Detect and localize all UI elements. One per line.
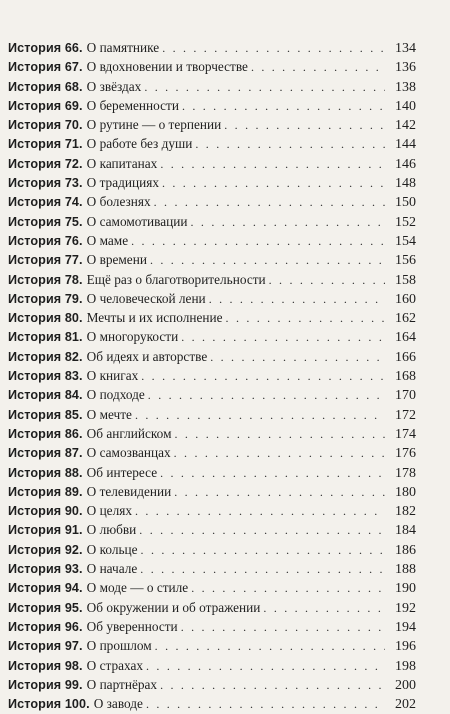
page-number: 184 bbox=[395, 523, 416, 539]
story-number-label: История 98. bbox=[8, 658, 83, 673]
story-title: О моде — о стиле bbox=[86, 580, 189, 596]
story-number-label: История 97. bbox=[8, 639, 83, 654]
toc-entry bbox=[8, 77, 416, 96]
story-number-label: История 67. bbox=[8, 60, 83, 75]
story-title: О телевидении bbox=[86, 483, 172, 499]
dot-leader bbox=[269, 271, 385, 290]
page-number: 134 bbox=[395, 41, 416, 56]
toc-entry bbox=[8, 212, 416, 231]
story-title: О партнёрах bbox=[86, 676, 158, 692]
story-number-label: История 79. bbox=[8, 291, 83, 306]
story-title: Об окружении и об отражении bbox=[86, 599, 261, 615]
dot-leader bbox=[135, 406, 385, 425]
page-number: 148 bbox=[395, 176, 416, 192]
dot-leader bbox=[155, 637, 385, 656]
toc-entry bbox=[8, 578, 416, 597]
page-number: 154 bbox=[395, 233, 416, 249]
dot-leader bbox=[210, 348, 385, 367]
page-number: 150 bbox=[395, 195, 416, 211]
page-number: 156 bbox=[395, 253, 416, 269]
story-title: О беременности bbox=[86, 97, 179, 113]
story-number-label: История 78. bbox=[8, 272, 83, 287]
story-title: О целях bbox=[86, 503, 132, 519]
toc-entry bbox=[8, 598, 416, 617]
dot-leader bbox=[146, 657, 385, 676]
dot-leader bbox=[141, 367, 385, 386]
page-number: 194 bbox=[395, 619, 416, 635]
page-number: 188 bbox=[395, 562, 416, 578]
story-number-label: История 93. bbox=[8, 562, 83, 577]
toc-entry bbox=[8, 192, 416, 211]
toc-entry bbox=[8, 366, 416, 385]
dot-leader bbox=[181, 328, 385, 347]
page-number: 168 bbox=[395, 369, 416, 385]
dot-leader bbox=[174, 483, 385, 502]
toc-entry bbox=[8, 250, 416, 269]
story-title: О болезнях bbox=[86, 194, 151, 210]
dot-leader bbox=[175, 425, 386, 444]
story-number-label: История 94. bbox=[8, 581, 83, 596]
page-number: 202 bbox=[395, 697, 416, 713]
dot-leader bbox=[251, 58, 385, 77]
toc-entry bbox=[8, 270, 416, 289]
story-number-label: История 95. bbox=[8, 600, 83, 615]
story-number-label: История 71. bbox=[8, 137, 83, 152]
dot-leader bbox=[263, 599, 385, 618]
story-number-label: История 72. bbox=[8, 156, 83, 171]
dot-leader bbox=[135, 502, 385, 521]
story-title: О книгах bbox=[86, 368, 139, 384]
toc-entry bbox=[8, 134, 416, 153]
page-number: 182 bbox=[395, 504, 416, 520]
toc-entry bbox=[8, 308, 416, 327]
story-number-label: История 69. bbox=[8, 98, 83, 113]
page-number: 136 bbox=[395, 60, 416, 76]
story-number-label: История 80. bbox=[8, 311, 83, 326]
dot-leader bbox=[150, 251, 385, 270]
toc-entry bbox=[8, 327, 416, 346]
story-title: О подходе bbox=[86, 387, 145, 403]
story-title: О капитанах bbox=[86, 155, 158, 171]
page-number: 142 bbox=[395, 118, 416, 134]
story-number-label: История 89. bbox=[8, 484, 83, 499]
dot-leader bbox=[226, 309, 385, 328]
story-number-label: История 87. bbox=[8, 446, 83, 461]
dot-leader bbox=[224, 116, 385, 135]
page-number: 200 bbox=[395, 677, 416, 693]
toc-entry bbox=[8, 675, 416, 694]
story-number-label: История 77. bbox=[8, 253, 83, 268]
toc-entry bbox=[8, 559, 416, 578]
story-title: О работе без души bbox=[86, 136, 193, 152]
page-number: 152 bbox=[395, 214, 416, 230]
dot-leader bbox=[146, 695, 385, 714]
story-number-label: История 83. bbox=[8, 369, 83, 384]
toc-entry bbox=[8, 289, 416, 308]
page-number: 166 bbox=[395, 349, 416, 365]
toc-entry bbox=[8, 115, 416, 134]
story-title: О начале bbox=[86, 561, 138, 577]
page-number: 174 bbox=[395, 426, 416, 442]
story-title: Об уверенности bbox=[86, 618, 178, 634]
story-title: Об интересе bbox=[86, 464, 158, 480]
page-number: 178 bbox=[395, 465, 416, 481]
dot-leader bbox=[160, 155, 385, 174]
story-title: Ещё раз о благотворительности bbox=[86, 271, 266, 287]
toc-entry bbox=[8, 385, 416, 404]
page-number: 144 bbox=[395, 137, 416, 153]
page-number: 138 bbox=[395, 79, 416, 95]
story-number-label: История 66. bbox=[8, 41, 83, 55]
story-title: О памятнике bbox=[86, 40, 160, 55]
toc-entry bbox=[8, 617, 416, 636]
story-number-label: История 81. bbox=[8, 330, 83, 345]
page-number: 140 bbox=[395, 98, 416, 114]
story-number-label: История 96. bbox=[8, 619, 83, 634]
page-number: 170 bbox=[395, 388, 416, 404]
story-title: О звёздах bbox=[86, 78, 142, 94]
story-title: Об идеях и авторстве bbox=[86, 348, 208, 364]
toc-entry bbox=[8, 38, 416, 57]
story-title: О кольце bbox=[86, 541, 138, 557]
story-title: О человеческой лени bbox=[86, 290, 206, 306]
story-number-label: История 100. bbox=[8, 697, 90, 712]
dot-leader bbox=[141, 541, 385, 560]
story-title: О любви bbox=[86, 522, 137, 538]
story-number-label: История 90. bbox=[8, 504, 83, 519]
story-number-label: История 88. bbox=[8, 465, 83, 480]
page-number: 164 bbox=[395, 330, 416, 346]
page-number: 198 bbox=[395, 658, 416, 674]
story-number-label: История 75. bbox=[8, 214, 83, 229]
page-number: 158 bbox=[395, 272, 416, 288]
dot-leader bbox=[139, 521, 385, 540]
dot-leader bbox=[195, 135, 385, 154]
toc-entry bbox=[8, 482, 416, 501]
dot-leader bbox=[144, 78, 385, 97]
dot-leader bbox=[160, 676, 385, 695]
story-title: О традициях bbox=[86, 175, 159, 191]
page-number: 180 bbox=[395, 484, 416, 500]
page-number: 196 bbox=[395, 639, 416, 655]
toc-entry bbox=[8, 540, 416, 559]
story-title: О времени bbox=[86, 252, 147, 268]
dot-leader bbox=[154, 193, 385, 212]
page-number: 160 bbox=[395, 291, 416, 307]
toc-entry bbox=[8, 405, 416, 424]
toc-entry bbox=[8, 96, 416, 115]
story-number-label: История 82. bbox=[8, 349, 83, 364]
toc-entry bbox=[8, 231, 416, 250]
page-number: 186 bbox=[395, 542, 416, 558]
story-title: Мечты и их исполнение bbox=[86, 310, 223, 326]
dot-leader bbox=[131, 232, 385, 251]
story-title: О заводе bbox=[93, 696, 143, 712]
story-title: О вдохновении и творчестве bbox=[86, 59, 248, 75]
story-number-label: История 73. bbox=[8, 176, 83, 191]
dot-leader bbox=[140, 560, 385, 579]
story-number-label: История 99. bbox=[8, 677, 83, 692]
dot-leader bbox=[182, 97, 385, 116]
toc-entry bbox=[8, 463, 416, 482]
story-title: О многорукости bbox=[86, 329, 179, 345]
story-title: О рутине — о терпении bbox=[86, 117, 222, 133]
toc-entry bbox=[8, 154, 416, 173]
toc-entry bbox=[8, 520, 416, 539]
story-number-label: История 85. bbox=[8, 407, 83, 422]
toc-entry bbox=[8, 347, 416, 366]
dot-leader bbox=[181, 618, 385, 637]
page-number: 190 bbox=[395, 581, 416, 597]
dot-leader bbox=[148, 386, 385, 405]
dot-leader bbox=[162, 39, 385, 58]
story-number-label: История 70. bbox=[8, 118, 83, 133]
story-title: О самозванцах bbox=[86, 445, 171, 461]
page-number: 192 bbox=[395, 600, 416, 616]
story-number-label: История 86. bbox=[8, 426, 83, 441]
dot-leader bbox=[191, 213, 385, 232]
toc-entry bbox=[8, 501, 416, 520]
story-number-label: История 91. bbox=[8, 523, 83, 538]
toc-entry bbox=[8, 57, 416, 76]
toc-entry bbox=[8, 636, 416, 655]
story-number-label: История 84. bbox=[8, 388, 83, 403]
toc-entry bbox=[8, 424, 416, 443]
story-title: О страхах bbox=[86, 657, 144, 673]
dot-leader bbox=[162, 174, 385, 193]
page-number: 176 bbox=[395, 446, 416, 462]
story-title: О маме bbox=[86, 232, 129, 248]
story-number-label: История 74. bbox=[8, 195, 83, 210]
story-title: О самомотивации bbox=[86, 213, 188, 229]
story-title: О прошлом bbox=[86, 638, 152, 654]
dot-leader bbox=[209, 290, 385, 309]
table-of-contents bbox=[8, 38, 416, 713]
dot-leader bbox=[174, 444, 385, 463]
story-number-label: История 92. bbox=[8, 542, 83, 557]
page-number: 162 bbox=[395, 311, 416, 327]
toc-entry bbox=[8, 173, 416, 192]
page-number: 172 bbox=[395, 407, 416, 423]
story-number-label: История 76. bbox=[8, 233, 83, 248]
dot-leader bbox=[191, 579, 385, 598]
story-number-label: История 68. bbox=[8, 79, 83, 94]
page-number: 146 bbox=[395, 156, 416, 172]
story-title: Об английском bbox=[86, 425, 172, 441]
toc-entry bbox=[8, 694, 416, 713]
toc-entry bbox=[8, 656, 416, 675]
story-title: О мечте bbox=[86, 406, 132, 422]
toc-entry bbox=[8, 443, 416, 462]
dot-leader bbox=[160, 464, 385, 483]
